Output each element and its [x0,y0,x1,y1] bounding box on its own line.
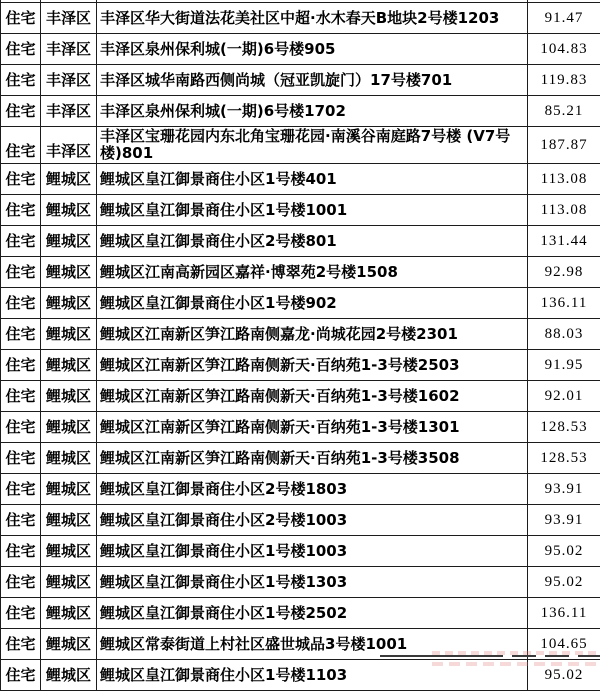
cell-area [528,257,600,288]
address-text: 鲤城区江南高新园区嘉祥·博翠苑2号楼1508 [100,262,398,281]
address-text: 鲤城区常泰街道上村社区盛世城品3号楼1001 [100,634,408,653]
district-text: 丰泽区 [45,142,91,160]
district-text: 鲤城区 [45,262,91,281]
property-type-text: 住宅 [5,634,36,653]
area-value-text: 92.01 [544,387,584,404]
cell-type [0,257,41,288]
cell-address [97,567,528,598]
table-row [0,96,600,127]
cell-area [528,536,600,567]
cell-area [528,195,600,226]
area-value-text: 104.83 [540,40,588,57]
cell-address [97,381,528,412]
table-row [0,164,600,195]
property-type-text: 住宅 [5,262,36,281]
table-row [0,3,600,34]
district-text: 鲤城区 [45,479,91,498]
address-text: 鲤城区皇江御景商住小区1号楼1103 [100,665,348,684]
cell-type [0,226,41,257]
table-row [0,34,600,65]
cell-type [0,3,41,34]
property-type-text: 住宅 [5,510,36,529]
area-value-text: 88.03 [544,325,584,342]
cell-area [528,226,600,257]
district-text: 鲤城区 [45,386,91,405]
cell-district [41,127,97,164]
cell-type [0,96,41,127]
cell-area [528,443,600,474]
table-row [0,567,600,598]
property-type-text: 住宅 [5,448,36,467]
address-text: 鲤城区江南新区笋江路南侧嘉龙·尚城花园2号楼2301 [100,324,458,343]
property-type-text: 住宅 [5,39,36,58]
cell-type [0,164,41,195]
district-text: 鲤城区 [45,448,91,467]
cell-type [0,536,41,567]
area-value-text: 85.21 [544,102,584,119]
district-text: 鲤城区 [45,603,91,622]
address-text: 鲤城区皇江御景商住小区1号楼401 [100,169,337,188]
cell-address [97,443,528,474]
property-type-text: 住宅 [5,665,36,684]
cell-type [0,350,41,381]
cell-type [0,412,41,443]
cell-area [528,34,600,65]
property-type-text: 住宅 [5,8,36,27]
address-text: 鲤城区皇江御景商住小区1号楼1303 [100,572,348,591]
cell-address [97,350,528,381]
cell-address [97,127,528,164]
partial-cell [41,0,97,2]
cell-area [528,598,600,629]
cell-type [0,474,41,505]
cell-area [528,164,600,195]
property-type-text: 住宅 [5,293,36,312]
cell-type [0,65,41,96]
property-type-text: 住宅 [5,603,36,622]
cell-district [41,96,97,127]
district-text: 鲤城区 [45,293,91,312]
cell-area [528,3,600,34]
address-text: 鲤城区皇江御景商住小区1号楼1001 [100,200,348,219]
cell-district [41,381,97,412]
district-text: 鲤城区 [45,200,91,219]
property-type-text: 住宅 [5,142,36,160]
district-text: 鲤城区 [45,510,91,529]
cell-district [41,288,97,319]
address-text: 鲤城区江南新区笋江路南侧新天·百纳苑1-3号楼1301 [100,417,460,436]
table-row [0,288,600,319]
cell-district [41,629,97,660]
address-text: 鲤城区皇江御景商住小区1号楼2502 [100,603,348,622]
watermark-artifact [432,649,598,669]
district-text: 鲤城区 [45,541,91,560]
cell-district [41,474,97,505]
cell-address [97,96,528,127]
area-value-text: 91.95 [544,356,584,373]
area-value-text: 91.47 [544,9,584,26]
property-type-text: 住宅 [5,169,36,188]
cell-type [0,288,41,319]
table-row [0,598,600,629]
cell-district [41,257,97,288]
cell-district [41,443,97,474]
cell-address [97,474,528,505]
cell-type [0,443,41,474]
cell-area [528,381,600,412]
table-row [0,319,600,350]
property-type-text: 住宅 [5,231,36,250]
cell-type [0,567,41,598]
cell-address [97,34,528,65]
cell-address [97,65,528,96]
table-row [0,381,600,412]
cell-district [41,3,97,34]
cell-district [41,34,97,65]
area-value-text: 187.87 [540,136,588,153]
property-type-text: 住宅 [5,479,36,498]
area-value-text: 136.11 [540,294,588,311]
address-text: 鲤城区皇江御景商住小区2号楼801 [100,231,337,250]
area-value-text: 128.53 [540,449,588,466]
table-row [0,505,600,536]
table-row [0,257,600,288]
cell-address [97,226,528,257]
cell-district [41,226,97,257]
cell-address [97,536,528,567]
partial-cell [528,0,600,2]
area-value-text: 113.08 [540,201,588,218]
cell-district [41,412,97,443]
property-type-text: 住宅 [5,541,36,560]
cell-district [41,567,97,598]
district-text: 鲤城区 [45,417,91,436]
cell-district [41,598,97,629]
table-row [0,474,600,505]
property-type-text: 住宅 [5,417,36,436]
table-row [0,536,600,567]
cell-address [97,598,528,629]
cell-address [97,164,528,195]
district-text: 鲤城区 [45,355,91,374]
area-value-text: 95.02 [544,542,584,559]
address-text: 丰泽区泉州保利城(一期)6号楼1702 [100,101,346,120]
district-text: 丰泽区 [45,39,91,58]
cell-district [41,195,97,226]
cell-type [0,319,41,350]
area-value-text: 93.91 [544,511,584,528]
address-text: 丰泽区宝珊花园内东北角宝珊花园·南溪谷南庭路7号楼 (V7号楼)801 [100,127,511,162]
cell-type [0,505,41,536]
cell-area [528,412,600,443]
cell-type [0,629,41,660]
cell-type [0,195,41,226]
area-value-text: 95.02 [544,573,584,590]
address-text: 丰泽区泉州保利城(一期)6号楼905 [100,39,336,58]
property-type-text: 住宅 [5,324,36,343]
area-value-text: 95.02 [544,666,584,683]
area-value-text: 92.98 [544,263,584,280]
area-value-text: 131.44 [540,232,588,249]
table-row [0,412,600,443]
address-text: 鲤城区江南新区笋江路南侧新天·百纳苑1-3号楼3508 [100,448,460,467]
address-text: 鲤城区皇江御景商住小区1号楼902 [100,293,337,312]
cell-area [528,567,600,598]
partial-cell [0,0,41,2]
cell-district [41,660,97,691]
table-row [0,443,600,474]
district-text: 鲤城区 [45,665,91,684]
cell-district [41,65,97,96]
address-text: 丰泽区华大街道法花美社区中超·水木春天B地块2号楼1203 [100,8,500,27]
cell-area [528,127,600,164]
cell-address [97,195,528,226]
district-text: 鲤城区 [45,231,91,250]
cell-type [0,34,41,65]
cell-area [528,65,600,96]
table-row [0,127,600,164]
table-row [0,195,600,226]
address-text: 丰泽区城华南路西侧尚城（冠亚凯旋门）17号楼701 [100,70,453,89]
cell-address [97,288,528,319]
table-row [0,226,600,257]
cell-area [528,96,600,127]
cell-address [97,257,528,288]
cell-type [0,127,41,164]
table-row [0,65,600,96]
address-text: 鲤城区江南新区笋江路南侧新天·百纳苑1-3号楼1602 [100,386,460,405]
address-text: 鲤城区皇江御景商住小区2号楼1003 [100,510,348,529]
property-type-text: 住宅 [5,70,36,89]
cell-district [41,536,97,567]
cell-type [0,598,41,629]
cell-address [97,505,528,536]
area-value-text: 119.83 [540,71,588,88]
cell-type [0,660,41,691]
cell-area [528,474,600,505]
district-text: 鲤城区 [45,572,91,591]
property-type-text: 住宅 [5,355,36,374]
cell-district [41,505,97,536]
district-text: 鲤城区 [45,169,91,188]
area-value-text: 104.65 [540,635,588,652]
property-table [0,3,600,691]
cell-area [528,350,600,381]
address-text: 鲤城区皇江御景商住小区1号楼1003 [100,541,348,560]
property-type-text: 住宅 [5,386,36,405]
cell-area [528,288,600,319]
cell-area [528,505,600,536]
table-row [0,350,600,381]
area-value-text: 136.11 [540,604,588,621]
cell-type [0,381,41,412]
cell-address [97,319,528,350]
district-text: 鲤城区 [45,324,91,343]
property-type-text: 住宅 [5,572,36,591]
address-text: 鲤城区江南新区笋江路南侧新天·百纳苑1-3号楼2503 [100,355,460,374]
partial-cell [97,0,528,2]
property-type-text: 住宅 [5,101,36,120]
area-value-text: 113.08 [540,170,588,187]
cell-district [41,319,97,350]
district-text: 丰泽区 [45,101,91,120]
cell-district [41,350,97,381]
district-text: 丰泽区 [45,70,91,89]
cell-area [528,319,600,350]
district-text: 丰泽区 [45,8,91,27]
cell-address [97,3,528,34]
cell-address [97,412,528,443]
property-type-text: 住宅 [5,200,36,219]
district-text: 鲤城区 [45,634,91,653]
area-value-text: 93.91 [544,480,584,497]
cell-district [41,164,97,195]
area-value-text: 128.53 [540,418,588,435]
address-text: 鲤城区皇江御景商住小区2号楼1803 [100,479,348,498]
